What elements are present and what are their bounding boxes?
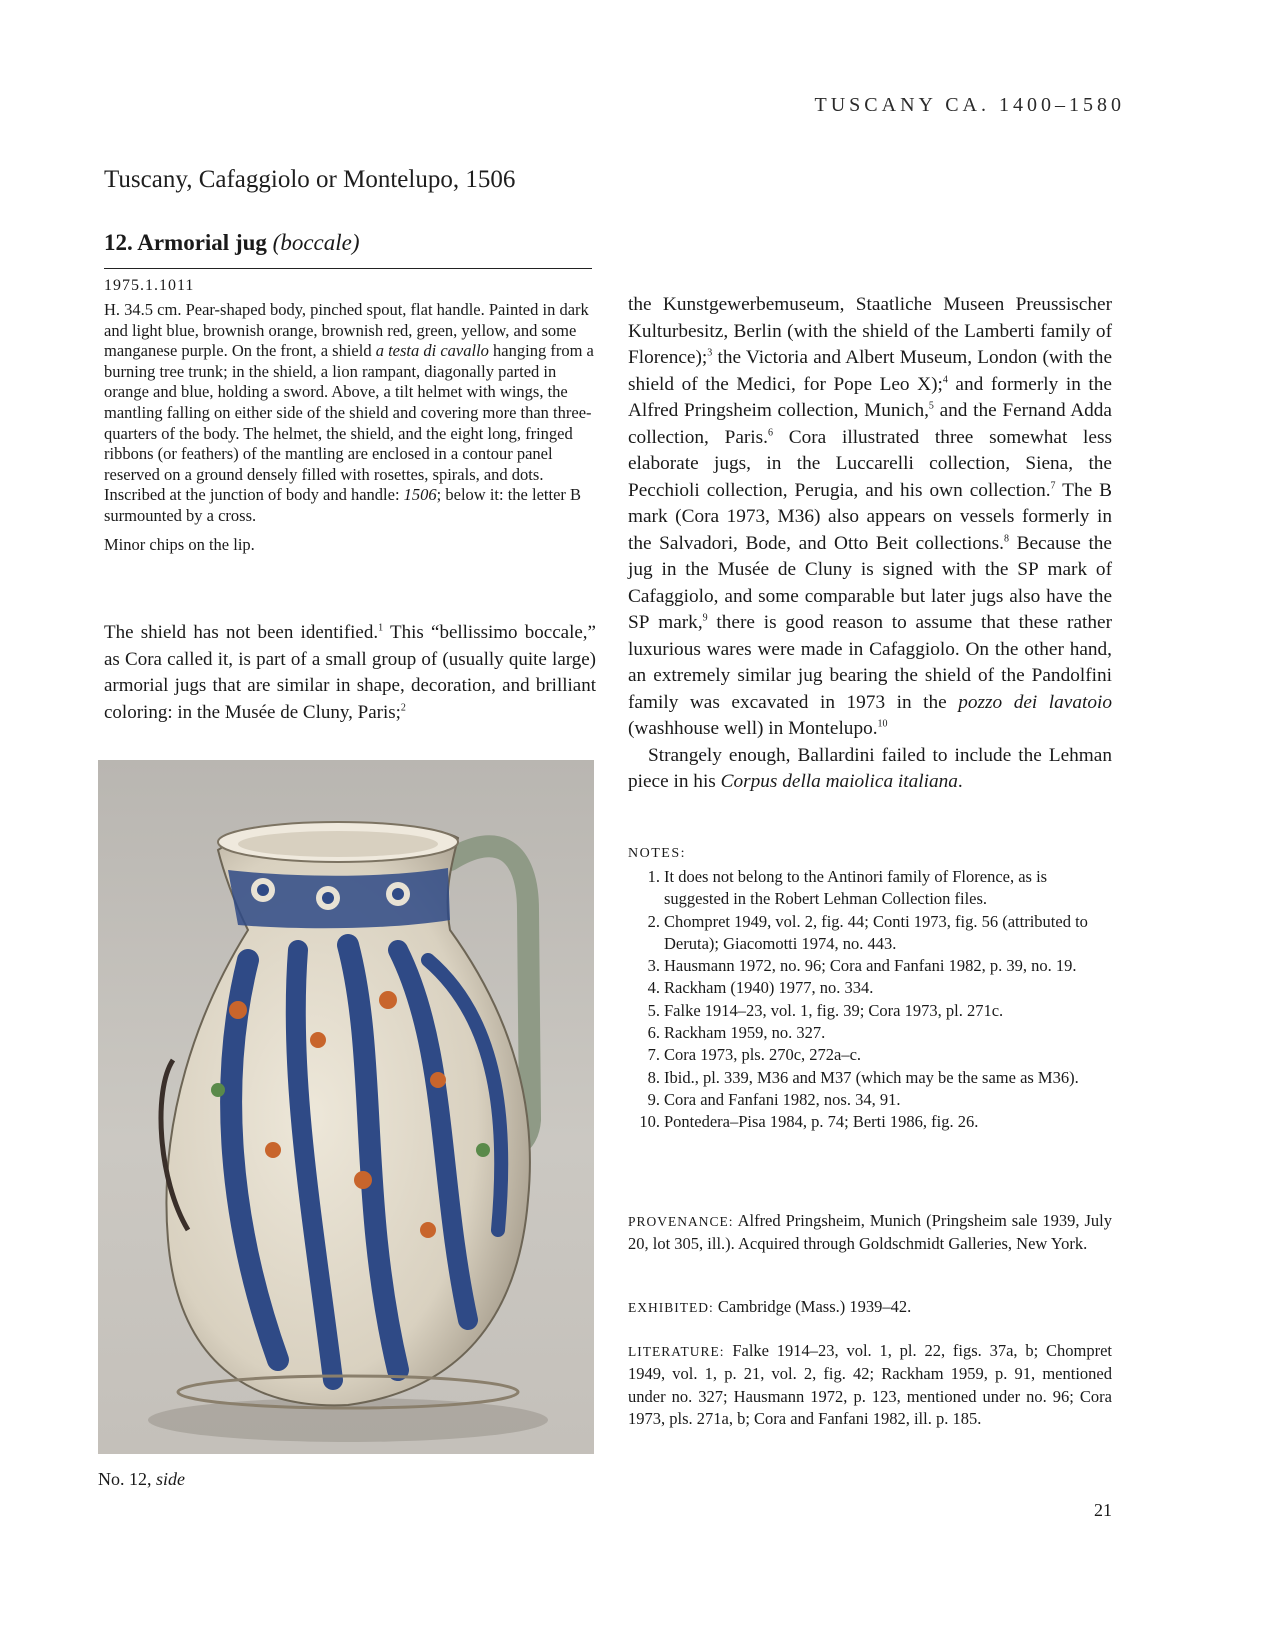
- body-text: The shield has not been identified.: [104, 622, 379, 643]
- provenance-label: PROVENANCE:: [628, 1214, 734, 1229]
- exhibited-label: EXHIBITED:: [628, 1300, 714, 1315]
- note-number: 2.: [647, 911, 660, 931]
- note-text: Hausmann 1972, no. 96; Cora and Fanfani 1982, p. 39, no. 19.: [664, 956, 1077, 976]
- description-text: H. 34.5 cm. Pear-shaped body, pinched spout, flat handle. Painted in dark and light blue, brownish orange, brownish red, green, yellow, and some manganese purple. On the front, a shield: [104, 300, 589, 361]
- mark-text: SP: [628, 612, 650, 633]
- description-text: hanging from a burning tree trunk; in the shield, a lion rampant, diagonally parted in orange and blue, holding a sword. Above, a tilt helmet with wings, the mantling falling on either side of the shield and covering more than three-quarters of the body. The helmet, the shield, and the eight long, fringed ribbons (or feathers) of the mantling are enclosed in a contour panel reserved on a ground densely filled with rosettes, spirals, and dots. Inscribed at the junction of body and handle:: [104, 341, 594, 505]
- note-item: [628, 977, 1112, 999]
- note-number: 7.: [647, 1045, 660, 1065]
- body-text: the Kunstgewerbemuseum, Staatliche Museen Preussischer Kulturbesitz, Berlin (with the shield of the Lamberti family of Florence);: [628, 294, 1112, 368]
- note-number: 3.: [647, 956, 660, 976]
- body-italic: Corpus della maiolica italiana: [720, 771, 958, 792]
- footnote-ref[interactable]: 9: [702, 612, 708, 624]
- note-text: Ibid., pl. 339, M36 and M37 (which may be the same as M36).: [664, 1067, 1079, 1087]
- footnote-ref[interactable]: 1: [378, 622, 384, 634]
- note-text: Pontedera–Pisa 1984, p. 74; Berti 1986, fig. 26.: [664, 1112, 979, 1132]
- literature-section: [628, 1340, 1112, 1430]
- body-text: (washhouse well) in Montelupo.: [628, 718, 878, 739]
- body-text: Because the jug in the Musée de Cluny is signed with the: [628, 532, 1112, 580]
- provenance-section: [628, 1210, 1112, 1256]
- note-number: 4.: [647, 978, 660, 998]
- note-text: Rackham (1940) 1977, no. 334.: [664, 978, 874, 998]
- provenance-text: Alfred Pringsheim, Munich (Pringsheim sale 1939, July 20, lot 305, ill.). Acquired through Goldschmidt Galleries, New York.: [628, 1211, 1112, 1254]
- note-item: [628, 1022, 1112, 1044]
- body-text: Cora illustrated three somewhat less elaborate jugs, in the Luccarelli collection, Siena, the Pecchioli collection, Perugia, and his own collection.: [628, 426, 1112, 501]
- description-text: surmounted by a cross.: [104, 505, 257, 525]
- body-text: there is good reason to assume that these rather luxurious wares were made in Cafaggiolo. On the other hand, an extremely similar jug bearing the shield of the Pandolfini family was excavated in 1973 in the: [628, 612, 1112, 713]
- note-number: 8.: [647, 1067, 660, 1087]
- footnote-ref[interactable]: 4: [942, 374, 948, 386]
- description-italic: a testa di cavallo: [375, 341, 489, 361]
- body-text-left: [104, 620, 596, 726]
- body-text: and formerly in the Alfred Pringsheim collection, Munich,: [628, 373, 1112, 421]
- note-item: [628, 866, 1112, 911]
- footnote-ref[interactable]: 5: [928, 400, 934, 412]
- description-text: ; below it: the letter: [436, 485, 571, 505]
- footnote-ref[interactable]: 3: [707, 347, 713, 359]
- figure-caption: [98, 1469, 185, 1490]
- title-rule: [104, 268, 592, 269]
- note-number: 9.: [647, 1089, 660, 1109]
- description-mark: B: [570, 485, 582, 505]
- literature-text: Falke 1914–23, vol. 1, pl. 22, figs. 37a, b; Chompret 1949, vol. 1, p. 21, vol. 2, fig. 42; Rackham 1959, p. 91, mentioned under no. 327; Hausmann 1972, p. 123, mentioned under no. 96; Cora 1973, pls. 271a, b; Cora and Fanfani 1982, ill. p. 185.: [628, 1341, 1112, 1428]
- object-description: [104, 300, 594, 555]
- running-head: TUSCANY CA. 1400–1580: [814, 94, 1125, 116]
- mark-text: SP: [1017, 559, 1039, 580]
- jug-illustration: [98, 760, 594, 1454]
- note-text: Chompret 1949, vol. 2, fig. 44; Conti 1973, fig. 56 (attributed to Deruta); Giacomotti 1974, no. 443.: [664, 911, 1088, 953]
- accession-number: 1975.1.1011: [104, 277, 195, 294]
- description-italic: 1506: [403, 485, 437, 505]
- footnote-ref[interactable]: 6: [767, 427, 773, 439]
- body-text-right: [628, 292, 1112, 796]
- note-item: [628, 1000, 1112, 1022]
- description-paragraph: [104, 300, 594, 527]
- page-number: 21: [1094, 1500, 1112, 1520]
- body-text: the Victoria and Albert Museum, London (with the shield of the Medici, for Pope Leo X);: [628, 347, 1112, 395]
- footnote-ref[interactable]: 2: [400, 702, 406, 714]
- note-item: [628, 1111, 1112, 1133]
- footnote-ref[interactable]: 8: [1004, 533, 1009, 545]
- literature-label: LITERATURE:: [628, 1344, 725, 1359]
- section-place-heading: Tuscany, Cafaggiolo or Montelupo, 1506: [104, 166, 516, 193]
- note-item: [628, 955, 1112, 977]
- footnote-ref[interactable]: 10: [877, 718, 888, 730]
- entry-title-italic: (boccale): [272, 230, 360, 255]
- body-text: ) also appears on vessels formerly in the Salvadori, Bode, and Otto Beit collections.: [628, 506, 1112, 554]
- body-paragraph: [628, 292, 1112, 743]
- note-item: [628, 911, 1112, 956]
- body-text: mark,: [649, 612, 703, 633]
- caption-italic: side: [156, 1469, 185, 1489]
- jug-photograph: [98, 760, 594, 1454]
- exhibited-text: Cambridge (Mass.) 1939–42.: [713, 1297, 912, 1316]
- footnote-ref[interactable]: 7: [1050, 480, 1056, 492]
- condition-note: Minor chips on the lip.: [104, 534, 255, 554]
- body-text: .: [957, 771, 963, 792]
- body-text: The: [1055, 479, 1100, 501]
- note-text: Cora and Fanfani 1982, nos. 34, 91.: [664, 1089, 901, 1109]
- body-text: mark (Cora 1973,: [628, 506, 778, 527]
- note-number: 10.: [639, 1112, 660, 1132]
- note-number: 5.: [647, 1000, 660, 1020]
- body-italic: pozzo dei lavatoio: [958, 691, 1112, 713]
- note-number: 6.: [647, 1023, 660, 1043]
- notes-heading: NOTES:: [628, 846, 686, 861]
- note-item: [628, 1044, 1112, 1066]
- body-text: and the Fernand Adda collection, Paris.: [628, 400, 1112, 448]
- entry-title: [104, 230, 360, 256]
- note-item: [628, 1067, 1112, 1089]
- exhibited-section: [628, 1296, 1112, 1319]
- body-paragraph: [104, 620, 596, 726]
- mark-text: B: [1099, 479, 1112, 501]
- note-text: Rackham 1959, no. 327.: [664, 1023, 826, 1043]
- note-text: Falke 1914–23, vol. 1, fig. 39; Cora 1973, pl. 271c.: [664, 1000, 1004, 1020]
- note-text: Cora 1973, pls. 270c, 272a–c.: [664, 1045, 862, 1065]
- body-text: mark of Cafaggiolo, and some comparable but later jugs also have the: [628, 559, 1112, 607]
- note-number: 1.: [647, 867, 660, 886]
- body-paragraph: [628, 743, 1112, 796]
- entry-title-text: 12. Armorial jug: [104, 230, 267, 255]
- caption-text: No. 12,: [98, 1469, 156, 1489]
- notes-list: [628, 866, 1112, 1134]
- body-text: Strangely enough, Ballardini failed to include the Lehman piece in his: [628, 744, 1112, 792]
- body-text: This “bellissimo boccale,” as Cora called it, is part of a small group of (usually quite large) armorial jugs that are similar in shape, decoration, and brilliant coloring: in the Musée de Cluny, Paris;: [104, 622, 596, 723]
- note-item: [628, 1089, 1112, 1111]
- note-text: It does not belong to the Antinori family of Florence, as is suggested in the Robert Lehman Collection files.: [664, 867, 1048, 909]
- mark-text: M36: [777, 506, 814, 527]
